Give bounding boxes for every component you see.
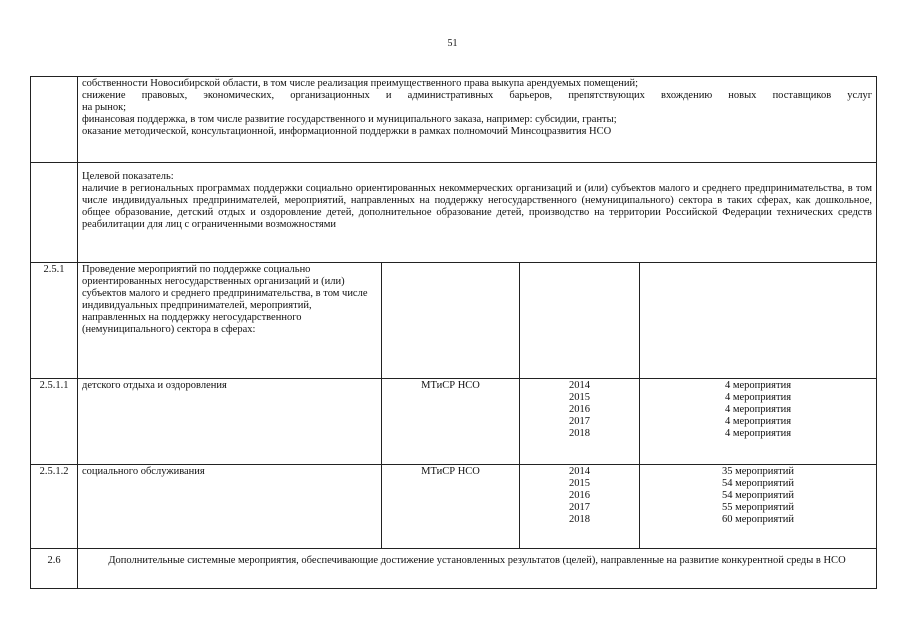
years-list	[520, 379, 640, 465]
empty-values-cell	[640, 263, 877, 379]
row-description: Дополнительные системные мероприятия, обеспечивающие достижение установленных результатов (целей), направленные на развитие конкурентной среды в НСО	[78, 549, 877, 589]
value: 54 мероприятий	[721, 478, 795, 489]
year: 2017	[569, 502, 590, 513]
values-list	[640, 465, 877, 549]
row-description: Проведение мероприятий по поддержке социально ориентированных негосударственных организаций и (или) субъектов малого и среднего предпринимательства, в том числе индивидуальных предпринимателей, мероприятий, направленных на поддержку негосударственного (немуниципального) сектора в сферах:	[78, 263, 382, 379]
year: 2015	[569, 392, 590, 403]
support-measures-text	[78, 77, 877, 163]
year: 2018	[569, 514, 590, 525]
support-line-1: собственности Новосибирской области, в том числе реализация преимущественного права выкупа арендуемых помещений;	[82, 78, 639, 89]
responsible-executor: МТиСР НСО	[382, 379, 520, 465]
table-row-2-5-1-1	[31, 379, 877, 465]
table-row-block-a	[31, 77, 877, 163]
measures-table	[30, 76, 877, 589]
value: 55 мероприятий	[721, 502, 795, 513]
table-row-2-6	[31, 549, 877, 589]
value: 4 мероприятия	[724, 404, 792, 415]
table-row-2-5-1	[31, 263, 877, 379]
table-row-target-indicator	[31, 163, 877, 263]
value: 54 мероприятий	[721, 490, 795, 501]
empty-num-cell	[31, 163, 78, 263]
empty-num-cell	[31, 77, 78, 163]
year: 2014	[569, 466, 590, 477]
support-line-4: финансовая поддержка, в том числе развитие государственного и муниципального заказа, например: субсидии, гранты;	[82, 114, 617, 125]
value: 60 мероприятий	[721, 514, 795, 525]
value: 4 мероприятия	[724, 380, 792, 391]
row-number: 2.5.1	[31, 263, 78, 379]
year: 2016	[569, 490, 590, 501]
value: 4 мероприятия	[724, 416, 792, 427]
support-line-2: снижение правовых, экономических, организационных и административных барьеров, препятствующих вхождению новых поставщиков услуг	[82, 90, 873, 101]
row-number: 2.5.1.2	[31, 465, 78, 549]
year: 2017	[569, 416, 590, 427]
support-line-3: на рынок;	[82, 102, 127, 113]
value: 35 мероприятий	[721, 466, 795, 477]
table-row-2-5-1-2	[31, 465, 877, 549]
year: 2018	[569, 428, 590, 439]
row-number: 2.5.1.1	[31, 379, 78, 465]
year: 2015	[569, 478, 590, 489]
target-indicator-heading: Целевой показатель:	[82, 171, 174, 182]
year: 2014	[569, 380, 590, 391]
empty-years-cell	[520, 263, 640, 379]
row-number: 2.6	[31, 549, 78, 589]
target-indicator-cell	[78, 163, 877, 263]
value: 4 мероприятия	[724, 428, 792, 439]
value: 4 мероприятия	[724, 392, 792, 403]
years-list	[520, 465, 640, 549]
empty-responsible-cell	[382, 263, 520, 379]
target-indicator-body: наличие в региональных программах поддержки социально ориентированных некоммерческих организаций и (или) субъектов малого и среднего предпринимательства, в том числе индивидуальных предпринимателей, мероприятий, направленных на поддержку негосударственного (немуниципального) сектора в таких сферах, как дошкольное, общее образование, детский отдых и оздоровление детей, дополнительное образование детей, производство на территории Российской Федерации технических средств реабилитации для лиц с ограниченными возможностями	[82, 183, 873, 230]
responsible-executor: МТиСР НСО	[382, 465, 520, 549]
page-number: 51	[447, 38, 458, 49]
row-description: социального обслуживания	[78, 465, 382, 549]
row-description: детского отдыха и оздоровления	[78, 379, 382, 465]
values-list	[640, 379, 877, 465]
year: 2016	[569, 404, 590, 415]
support-line-5: оказание методической, консультационной, информационной поддержки в рамках полномочий Минсоцразвития НСО	[82, 126, 612, 137]
